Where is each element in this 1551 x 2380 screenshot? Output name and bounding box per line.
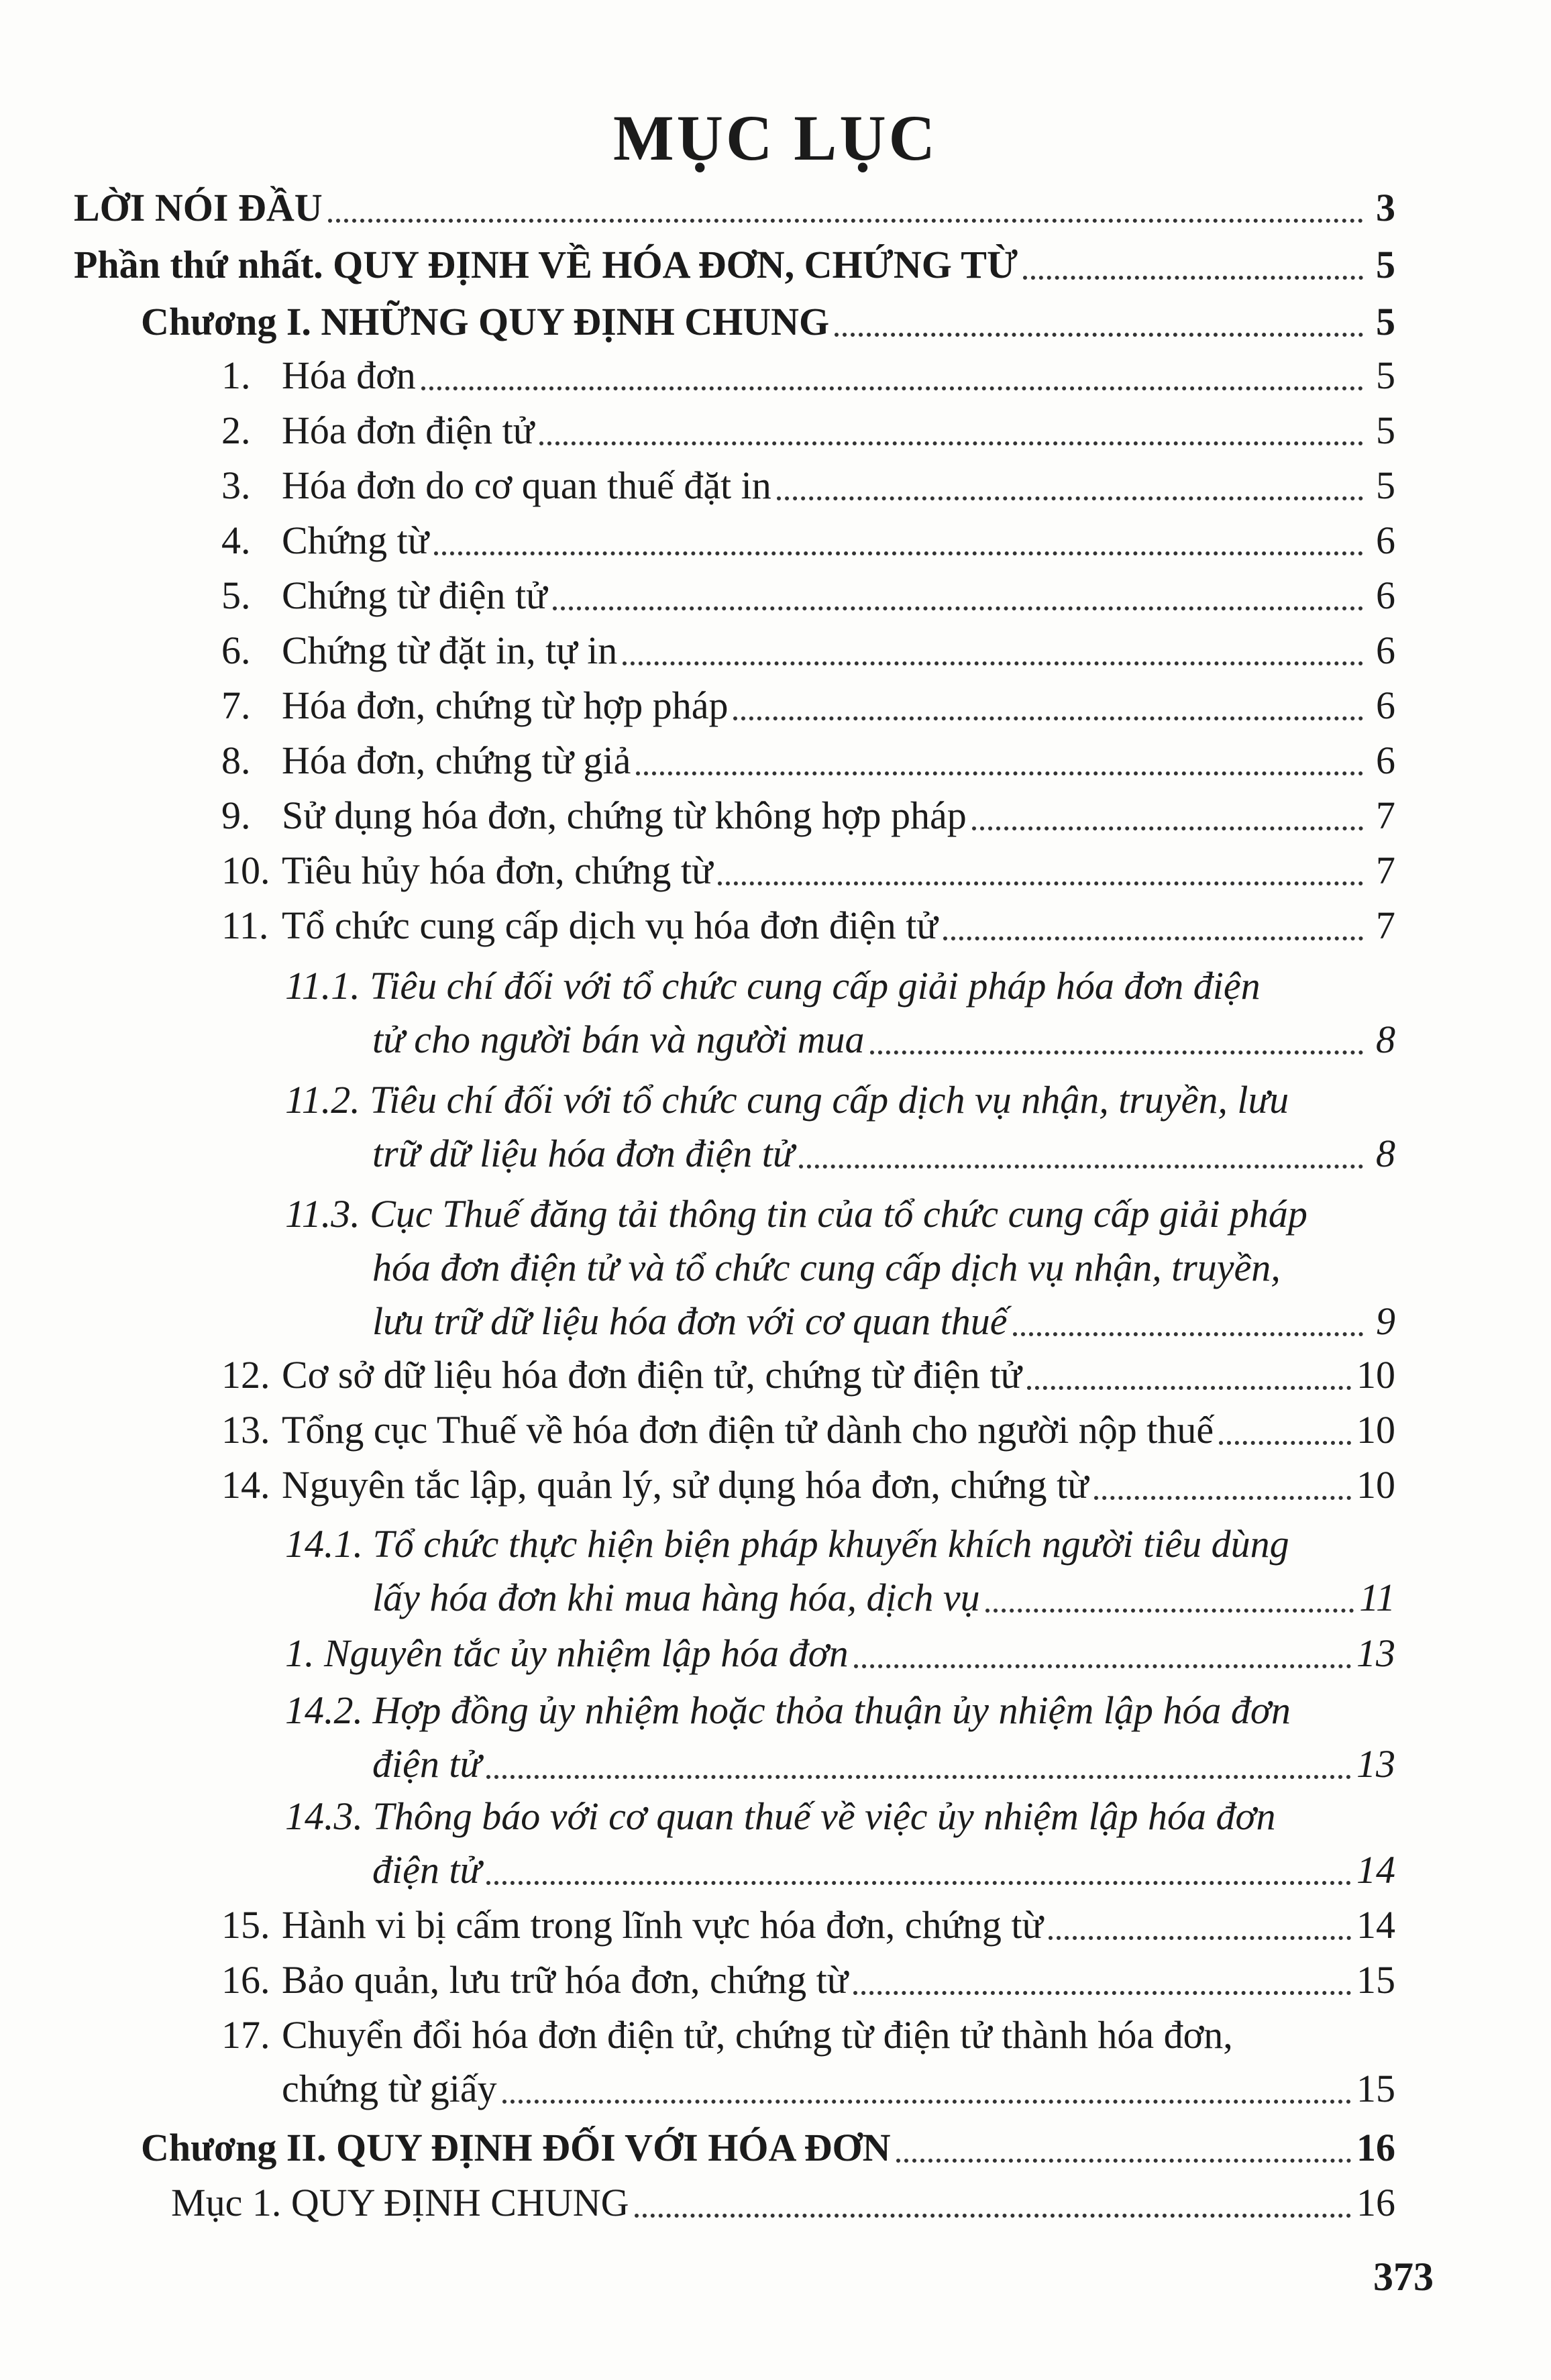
- page-title: MỤC LỤC: [613, 102, 938, 174]
- page-number: 373: [1373, 2255, 1434, 2299]
- toc-entry-title: 14.1. Tổ chức thực hiện biện pháp khuyến khích người tiêu dùng: [285, 1522, 1289, 1566]
- toc-entry-title: 11.3. Cục Thuế đăng tải thông tin của tổ chức cung cấp giải pháp: [285, 1192, 1307, 1236]
- toc-entry-17[interactable]: [221, 2008, 1395, 2116]
- toc-entry-page: 15: [1356, 1958, 1395, 2002]
- toc-entry-11-2[interactable]: [285, 1073, 1395, 1181]
- toc-entry-page: 6: [1376, 519, 1395, 562]
- toc-entry-title: Hóa đơn điện tử: [282, 409, 535, 452]
- toc-entry-title-cont: lấy hóa đơn khi mua hàng hóa, dịch vụ: [372, 1576, 980, 1619]
- leader-dots: [854, 1664, 1351, 1668]
- toc-entry-part-one[interactable]: [74, 238, 1395, 292]
- toc-entry-6[interactable]: [221, 624, 1395, 678]
- toc-entry-chapter-2[interactable]: [141, 2121, 1395, 2175]
- toc-entry-title: Chứng từ đặt in, tự in: [282, 629, 618, 672]
- toc-entry-page: 14: [1356, 1903, 1395, 1947]
- toc-entry-title-cont: lưu trữ dữ liệu hóa đơn với cơ quan thuế: [372, 1299, 1008, 1343]
- toc-entry-title: Tiêu hủy hóa đơn, chứng từ: [282, 849, 713, 892]
- toc-entry-page: 7: [1376, 849, 1395, 892]
- toc-entry-title: Cơ sở dữ liệu hóa đơn điện tử, chứng từ điện tử: [282, 1353, 1022, 1397]
- toc-entry-page: 7: [1376, 794, 1395, 837]
- toc-entry-15[interactable]: [221, 1898, 1395, 1952]
- toc-entry-preface[interactable]: [74, 181, 1395, 235]
- toc-entry-13[interactable]: [221, 1403, 1395, 1457]
- toc-entry-14-3[interactable]: [285, 1790, 1395, 1897]
- leader-dots: [421, 386, 1363, 390]
- toc-entry-number: 1.: [221, 354, 251, 397]
- toc-entry-11-1[interactable]: [285, 959, 1395, 1067]
- leader-dots: [896, 2159, 1351, 2163]
- toc-entry-8[interactable]: [221, 734, 1395, 788]
- toc-entry-1[interactable]: [221, 349, 1395, 402]
- leader-dots: [718, 881, 1363, 885]
- toc-entry-page: 10: [1356, 1353, 1395, 1397]
- toc-entry-7[interactable]: [221, 679, 1395, 733]
- toc-entry-title: Chuyển đổi hóa đơn điện tử, chứng từ điện tử thành hóa đơn,: [282, 2013, 1233, 2057]
- toc-entry-number: 3.: [221, 464, 251, 507]
- leader-dots: [486, 1775, 1351, 1779]
- toc-entry-title-cont: điện tử: [372, 1742, 482, 1786]
- toc-entry-title: Chứng từ điện tử: [282, 574, 547, 617]
- toc-entry-number: 14.: [221, 1463, 270, 1507]
- toc-entry-title: Hành vi bị cấm trong lĩnh vực hóa đơn, chứng từ: [282, 1903, 1043, 1947]
- toc-entry-9[interactable]: [221, 789, 1395, 843]
- leader-dots: [870, 1050, 1363, 1054]
- toc-entry-title: Hóa đơn do cơ quan thuế đặt in: [282, 464, 771, 507]
- toc-entry-page: 15: [1356, 2067, 1395, 2110]
- toc-entry-page: 3: [1376, 186, 1395, 229]
- leader-dots: [1049, 1936, 1351, 1940]
- leader-dots: [502, 2100, 1351, 2104]
- leader-dots: [853, 1991, 1351, 1995]
- toc-entry-title: Chứng từ: [282, 519, 429, 562]
- toc-entry-title: Mục 1. QUY ĐỊNH CHUNG: [171, 2181, 629, 2224]
- toc-entry-14-1[interactable]: [285, 1517, 1395, 1625]
- leader-dots: [328, 219, 1363, 223]
- toc-entry-title-mid: hóa đơn điện tử và tổ chức cung cấp dịch vụ nhận, truyền,: [372, 1246, 1281, 1289]
- toc-entry-page: 7: [1376, 904, 1395, 947]
- leader-dots: [943, 936, 1363, 940]
- toc-entry-title-cont: chứng từ giấy: [282, 2067, 497, 2110]
- toc-entry-title: 14.3. Thông báo với cơ quan thuế về việc ủy nhiệm lập hóa đơn: [285, 1794, 1276, 1838]
- toc-entry-title: 11.1. Tiêu chí đối với tổ chức cung cấp giải pháp hóa đơn điện: [285, 964, 1261, 1008]
- toc-entry-title: Sử dụng hóa đơn, chứng từ không hợp pháp: [282, 794, 967, 837]
- leader-dots: [835, 333, 1363, 337]
- toc-entry-14-2[interactable]: [285, 1684, 1395, 1791]
- leader-dots: [985, 1609, 1354, 1613]
- toc-entry-chapter-1[interactable]: [141, 295, 1395, 349]
- leader-dots: [972, 826, 1363, 830]
- leader-dots: [1013, 1332, 1364, 1336]
- toc-entry-title-cont: tử cho người bán và người mua: [372, 1018, 865, 1061]
- toc-entry-title-cont: điện tử: [372, 1848, 482, 1892]
- toc-entry-title-cont: trữ dữ liệu hóa đơn điện tử: [372, 1132, 794, 1175]
- toc-entry-number: 11.: [221, 904, 269, 947]
- leader-dots: [486, 1881, 1351, 1885]
- leader-dots: [623, 661, 1363, 665]
- leader-dots: [434, 551, 1363, 555]
- toc-entry-number: 8.: [221, 739, 251, 782]
- leader-dots: [539, 441, 1363, 445]
- toc-entry-title: Hóa đơn: [282, 354, 416, 397]
- leader-dots: [635, 2214, 1351, 2218]
- toc-entry-title: 11.2. Tiêu chí đối với tổ chức cung cấp dịch vụ nhận, truyền, lưu: [285, 1078, 1289, 1122]
- toc-entry-page: 10: [1356, 1463, 1395, 1507]
- leader-dots: [1094, 1496, 1351, 1500]
- toc-entry-number: 17.: [221, 2013, 270, 2057]
- toc-entry-delegation-principle[interactable]: [285, 1627, 1395, 1680]
- toc-entry-title: Hóa đơn, chứng từ hợp pháp: [282, 684, 729, 727]
- toc-entry-11[interactable]: [221, 899, 1395, 953]
- toc-entry-title: Chương I. NHỮNG QUY ĐỊNH CHUNG: [141, 300, 830, 343]
- toc-entry-title: Hóa đơn, chứng từ giả: [282, 739, 631, 782]
- toc-entry-title: Bảo quản, lưu trữ hóa đơn, chứng từ: [282, 1958, 849, 2002]
- toc-entry-number: 5.: [221, 574, 251, 617]
- leader-dots: [553, 606, 1363, 610]
- toc-entry-page: 5: [1376, 409, 1395, 452]
- leader-dots: [1027, 1386, 1351, 1390]
- toc-entry-4[interactable]: [221, 514, 1395, 567]
- toc-entry-number: 10.: [221, 849, 270, 892]
- toc-entry-number: 2.: [221, 409, 251, 452]
- toc-entry-page: 6: [1376, 629, 1395, 672]
- leader-dots: [636, 771, 1363, 775]
- toc-entry-title: Chương II. QUY ĐỊNH ĐỐI VỚI HÓA ĐƠN: [141, 2126, 891, 2169]
- toc-entry-page: 8: [1376, 1018, 1395, 1061]
- toc-entry-2[interactable]: [221, 404, 1395, 457]
- leader-dots: [1219, 1441, 1351, 1445]
- toc-entry-title: 14.2. Hợp đồng ủy nhiệm hoặc thỏa thuận ủy nhiệm lập hóa đơn: [285, 1688, 1291, 1732]
- toc-entry-page: 16: [1356, 2126, 1395, 2169]
- toc-entry-title: Phần thứ nhất. QUY ĐỊNH VỀ HÓA ĐƠN, CHỨNG TỪ: [74, 243, 1018, 286]
- toc-entry-page: 13: [1356, 1742, 1395, 1786]
- toc-entry-section-1[interactable]: [171, 2176, 1395, 2230]
- toc-entry-title: Nguyên tắc lập, quản lý, sử dụng hóa đơn, chứng từ: [282, 1463, 1089, 1507]
- toc-entry-page: 5: [1376, 354, 1395, 397]
- toc-entry-page: 6: [1376, 739, 1395, 782]
- toc-entry-16[interactable]: [221, 1953, 1395, 2007]
- toc-entry-14[interactable]: [221, 1458, 1395, 1512]
- toc-entry-number: 15.: [221, 1903, 270, 1947]
- leader-dots: [733, 716, 1363, 720]
- toc-entry-title: Tổ chức cung cấp dịch vụ hóa đơn điện tử: [282, 904, 938, 947]
- toc-entry-page: 5: [1376, 243, 1395, 286]
- toc-entry-3[interactable]: [221, 459, 1395, 512]
- toc-entry-number: 13.: [221, 1408, 270, 1452]
- toc-entry-5[interactable]: [221, 569, 1395, 623]
- toc-entry-page: 5: [1376, 464, 1395, 507]
- toc-entry-page: 16: [1356, 2181, 1395, 2224]
- toc-entry-11-3[interactable]: [285, 1187, 1395, 1348]
- toc-entry-page: 11: [1359, 1576, 1395, 1619]
- toc-entry-page: 14: [1356, 1848, 1395, 1892]
- toc-entry-title: LỜI NÓI ĐẦU: [74, 186, 323, 229]
- toc-entry-number: 16.: [221, 1958, 270, 2002]
- toc-entry-title: Tổng cục Thuế về hóa đơn điện tử dành cho người nộp thuế: [282, 1408, 1214, 1452]
- toc-entry-page: 9: [1376, 1299, 1395, 1343]
- toc-entry-number: 7.: [221, 684, 251, 727]
- leader-dots: [1023, 276, 1363, 280]
- toc-entry-page: 8: [1376, 1132, 1395, 1175]
- toc-entry-number: 9.: [221, 794, 251, 837]
- toc-entry-page: 5: [1376, 300, 1395, 343]
- toc-entry-page: 10: [1356, 1408, 1395, 1452]
- toc-entry-10[interactable]: [221, 844, 1395, 898]
- leader-dots: [799, 1165, 1363, 1169]
- toc-entry-number: 12.: [221, 1353, 270, 1397]
- toc-entry-title: 1. Nguyên tắc ủy nhiệm lập hóa đơn: [285, 1631, 849, 1675]
- toc-entry-page: 6: [1376, 684, 1395, 727]
- toc-entry-page: 6: [1376, 574, 1395, 617]
- toc-entry-number: 4.: [221, 519, 251, 562]
- toc-entry-number: 6.: [221, 629, 251, 672]
- toc-entry-page: 13: [1356, 1631, 1395, 1675]
- leader-dots: [777, 496, 1363, 500]
- toc-entry-12[interactable]: [221, 1348, 1395, 1402]
